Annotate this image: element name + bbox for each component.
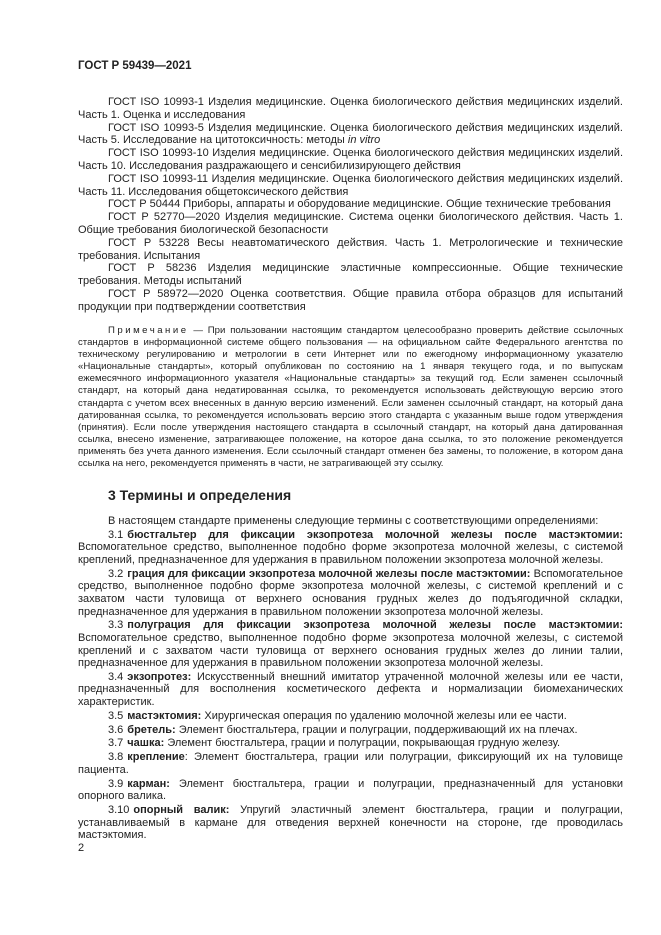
document-header: ГОСТ Р 59439—2021 bbox=[78, 60, 192, 72]
term-definition bbox=[78, 710, 623, 723]
term-number: 3.6 bbox=[108, 723, 124, 736]
reference-text: ГОСТ ISO 10993-1 Изделия медицинские. Оценка биологического действия медицинских изделий. Часть 1. Оценка и исследования bbox=[78, 96, 623, 121]
reference-text: ГОСТ Р 58972—2020 Оценка соответствия. Общие правила отбора образцов для испытаний продукции при подтверждении соответствия bbox=[78, 287, 623, 313]
normative-references bbox=[78, 96, 623, 314]
term-number: 3.7 bbox=[108, 737, 124, 750]
term-number: 3.10 bbox=[108, 803, 130, 816]
reference-item bbox=[78, 288, 623, 314]
term-definition bbox=[78, 529, 623, 567]
term-number: 3.4 bbox=[108, 670, 124, 683]
term-name: карман: bbox=[127, 777, 170, 790]
reference-text: ГОСТ ISO 10993-11 Изделия медицинские. Оценка биологического действия медицинских изделий. Часть 11. Исследования общетоксического действия bbox=[78, 172, 623, 198]
reference-text: ГОСТ ISO 10993-5 Изделия медицинские. Оценка биологического действия медицинских изделий. Часть 5. Исследование на цитотоксичность: методы bbox=[78, 121, 623, 147]
section-title: 3 Термины и определения bbox=[108, 487, 292, 503]
reference-item bbox=[78, 211, 623, 237]
term-name: бюстгальтер для фиксации экзопротеза молочной железы после мастэктомии: bbox=[127, 528, 623, 541]
term-name: мастэктомия: bbox=[127, 709, 202, 722]
term-definition bbox=[78, 778, 623, 803]
reference-text: ГОСТ Р 53228 Весы неавтоматического действия. Часть 1. Метрологические и технические требования. Испытания bbox=[78, 236, 623, 262]
term-definition bbox=[78, 737, 623, 750]
reference-italic: in vitro bbox=[347, 134, 381, 147]
term-text: Вспомогательное средство, выполненное подобно форме экзопротеза молочной железы, с системой креплений, предназначенное для удержания в правильном положении экзопротеза молочной железы. bbox=[78, 541, 623, 566]
reference-text: ГОСТ Р 50444 Приборы, аппараты и оборудование медицинские. Общие технические требования bbox=[108, 198, 611, 211]
reference-text: ГОСТ ISO 10993-10 Изделия медицинские. Оценка биологического действия медицинских изделий. Часть 10. Исследования раздражающего и сенсибилизирующего действия bbox=[78, 147, 623, 172]
note-text: — При пользовании настоящим стандартом целесообразно проверить действие ссылочных стандартов в информационной системе общего пользования — на официальном сайте Федерального агентства по техническому регулированию и метрологии в сети Интернет или по ежегодному информационному указателю «Национальные стандарты», который опубликован по состоянию на 1 января текущего года, и по выпускам ежемесячного информационного указателя «Национальные стандарты» за текущий год. Если заменен ссылочный стандарт, на который дана недатированная ссылка, то рекомендуется использовать действующую версию этого стандарта с учетом всех внесенных в данную версию изменений. Если заменен ссылочный стандарт, на который дана датированная ссылка, то рекомендуется использовать версию этого стандарта с указанным выше годом утверждения (принятия). Если после утверждения настоящего стандарта в ссылочный стандарт, на который дана датированная ссылка, внесено изменение, затрагивающее положение, на которое дана ссылка, то это положение рекомендуется применять без учета данного изменения. Если ссылочный стандарт отменен без замены, то положение, в котором дана ссылка на него, рекомендуется применять в части, не затрагивающей эту ссылку. bbox=[78, 325, 623, 470]
term-definition bbox=[78, 568, 623, 618]
term-number: 3.8 bbox=[108, 751, 124, 764]
term-text: Вспомогательное средство, выполненное подобно форме экзопротеза молочной железы, с системой креплений и с захватом части туловища от верхнего основания грудных желез до линии талии, предназначенное для удержания в правильном положении экзопротеза молочной железы. bbox=[78, 631, 623, 670]
term-number: 3.1 bbox=[108, 528, 124, 541]
term-text: Элемент бюстгальтера, грации и полуграции, предназначенный для установки опорного валика. bbox=[78, 777, 623, 803]
reference-item bbox=[78, 147, 623, 173]
term-name: чашка: bbox=[127, 737, 165, 750]
reference-item bbox=[78, 173, 623, 199]
term-definition bbox=[78, 724, 623, 737]
term-name: крепление bbox=[127, 751, 185, 764]
term-text: Вспомогательное средство, выполненное подобно форме экзопротеза молочной железы, с системой креплений и с захватом части туловища от верхнего основания грудных желез до подъягодичной складки, предназначенное для удержания в правильном положении экзопротеза молочной железы. bbox=[78, 567, 624, 618]
reference-item bbox=[78, 262, 623, 288]
term-name: экзопротез: bbox=[127, 670, 192, 683]
term-number: 3.9 bbox=[108, 777, 124, 790]
terms-list bbox=[78, 515, 623, 843]
term-name: грация для фиксации экзопротеза молочной железы после мастэктомии: bbox=[127, 567, 531, 580]
term-text: Упругий эластичный элемент бюстгальтера, грации и полуграции, устанавливаемый в кармане для отведения верхней конечности на стороне, где проводилась мастэктомия. bbox=[78, 803, 623, 842]
reference-text: ГОСТ Р 52770—2020 Изделия медицинские. Система оценки биологического действия. Часть 1. Общие требования биологической безопасности bbox=[78, 211, 623, 236]
term-text: Искусственный внешний имитатор утраченной молочной железы или ее части, предназначенный для восполнения косметического дефекта и нормализации биомеханических характеристик. bbox=[78, 670, 623, 709]
term-name: полуграция для фиксации экзопротеза молочной железы после мастэктомии: bbox=[127, 619, 623, 632]
term-number: 3.2 bbox=[108, 567, 124, 580]
term-definition bbox=[78, 619, 623, 669]
term-name: бретель: bbox=[127, 723, 176, 736]
section-intro: В настоящем стандарте применены следующие термины с соответствующими определениями: bbox=[108, 515, 599, 527]
note bbox=[78, 325, 623, 470]
term-number: 3.3 bbox=[108, 619, 124, 632]
reference-item bbox=[78, 122, 623, 148]
reference-item bbox=[78, 198, 623, 211]
term-definition bbox=[78, 804, 623, 842]
term-definition bbox=[78, 671, 623, 709]
reference-text: ГОСТ Р 58236 Изделия медицинские эластичные компрессионные. Общие технические требования. Методы испытаний bbox=[78, 262, 623, 288]
reference-item bbox=[78, 96, 623, 122]
note-label: Примечание bbox=[108, 325, 189, 336]
term-definition bbox=[78, 751, 623, 776]
page-number: 2 bbox=[78, 842, 85, 854]
term-text: Хирургическая операция по удалению молочной железы или ее части. bbox=[201, 709, 567, 722]
term-text: Элемент бюстгальтера, грации и полуграции, поддерживающий их на плечах. bbox=[175, 723, 578, 736]
term-number: 3.5 bbox=[108, 709, 124, 722]
term-text: : Элемент бюстгальтера, грации или полуграции, фиксирующий их на туловище пациента. bbox=[78, 751, 623, 776]
reference-item bbox=[78, 237, 623, 263]
term-text: Элемент бюстгальтера, грации и полуграции, покрывающая грудную железу. bbox=[164, 737, 561, 750]
term-name: опорный валик: bbox=[133, 803, 230, 816]
